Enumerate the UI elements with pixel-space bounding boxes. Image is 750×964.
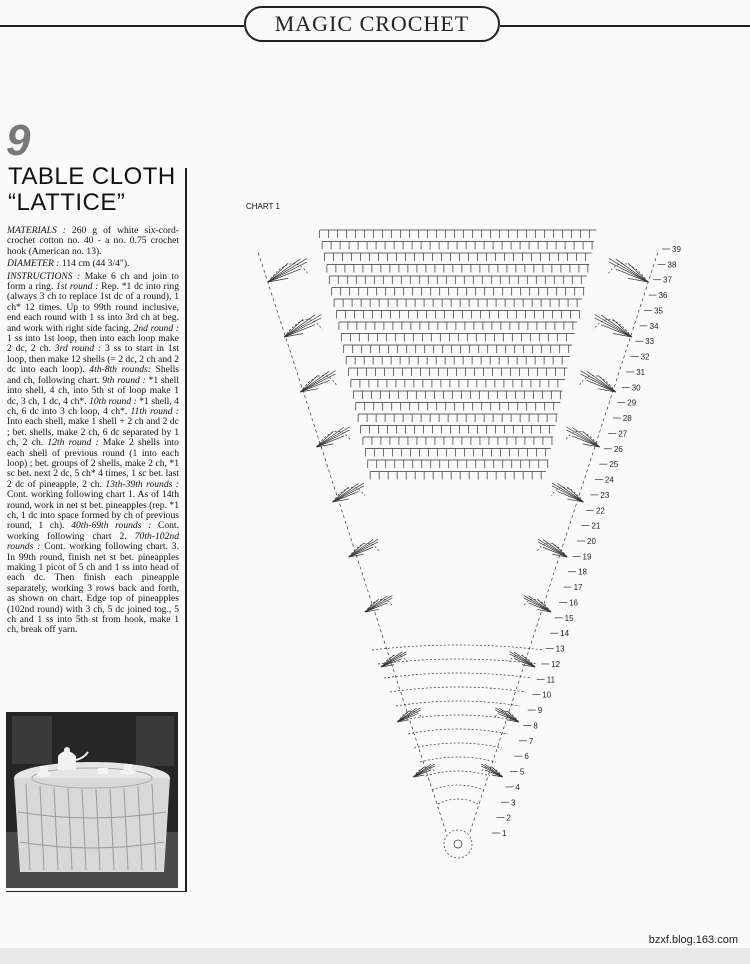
round-number-label: 20 — [587, 537, 596, 546]
chart-label: CHART 1 — [246, 202, 280, 211]
round-number-label: 19 — [582, 552, 592, 562]
round-number-label: 37 — [663, 275, 672, 285]
round-number-label: 32 — [640, 352, 650, 362]
footer-credit: bzxf.blog.163.com — [648, 934, 738, 946]
round-number-label: 31 — [636, 367, 646, 377]
round-number-label: 5 — [519, 767, 525, 777]
instructions-text — [7, 226, 179, 638]
round-number-label: 34 — [649, 321, 659, 331]
round-number-label: 8 — [533, 721, 538, 731]
header-rule-right — [500, 25, 750, 27]
round-number-label: 7 — [528, 736, 534, 746]
diameter: DIAMETER : 114 cm (44 3/4"). — [7, 258, 130, 270]
round-number-label: 28 — [622, 414, 632, 424]
crochet-chart — [238, 212, 708, 872]
magazine-header — [244, 6, 500, 42]
round-number-label: 26 — [613, 444, 623, 454]
round-number-label: 15 — [564, 613, 574, 623]
pattern-title-line1: TABLE CLOTH — [8, 163, 176, 190]
materials: MATERIALS : 260 g of white six-cord-crochet cotton no. 40 - a no. 0.75 crochet hook (American no. 13). — [7, 225, 179, 257]
round-number-label: 16 — [569, 598, 579, 608]
tablecloth-photo — [6, 712, 178, 888]
round-number-label: 39 — [672, 245, 681, 254]
pattern-number: 9 — [6, 116, 31, 165]
round-number-label: 21 — [591, 521, 601, 531]
column-divider — [185, 168, 187, 892]
instructions-body: INSTRUCTIONS : Make 6 ch and join to form a ring. 1st round : Rep. *1 dc into ring (always 3 ch to replace 1st dc of a round), 1 ch* 12 times. Up to 99th round inclusive, end each round with 1 ss into 3rd ch at beg. and work with right side facing. 2nd round : 1 ss into 1st loop, then into each loop make 2 dc, 2 ch. 3rd round : 3 ss to start in 1st loop, then make 12 shells (= 2 dc, 2 ch and 2 dc into each loop). 4th-8th rounds: Shells and ch, following chart. 9th round : *1 shell into shell, 4 ch, into 5th st of loop make 1 dc, 3 ch, 1 dc, 4 ch*. 10th round : *1 shell, 4 ch, 6 dc into 3 ch loop, 4 ch*. 11th round : Into each shell, make 1 shell + 2 ch and 2 dc ; bet. shells, make 2 ch, 6 dc separated by 1 ch, 2 ch. 12th round : Make 2 shells into each shell of previous round (1 into each loop) ; bet. groups of 2 shells, make 2 ch, *1 sc bet. next 2 dc, 5 ch* 4 times, 1 sc bet. last 2 dc of pineapple, 2 ch. 13th-39th rounds : Cont. working following chart 1. As of 14th round, work in net st bet. pineapples (rep. *1 ch, 1 dc into space formed by ch of previous round, 1 ch). 40th-69th rounds : Cont. working following chart 2. 70th-102nd rounds : Cont. working following chart. 3. In 99th round, finish net st bet. pineapples making 1 picot of 5 ch and 1 ss into head of each dc. Then finish each pineapple separately, working 3 rows back and forth, as shown on chart. Edge top of pineapples (102nd round) with 3 ch, 5 dc joined tog., 5 ch and 1 ss into 5th st from hook, make 1 ch, break off yarn. — [7, 270, 179, 636]
round-number-label: 23 — [600, 490, 610, 500]
round-number-label: 11 — [546, 675, 556, 685]
pattern-title-line2: “LATTICE” — [8, 189, 126, 216]
round-number-label: 17 — [573, 583, 583, 593]
round-number-label: 24 — [604, 475, 614, 485]
round-number-label: 36 — [658, 291, 668, 301]
round-number-label: 3 — [510, 798, 516, 808]
round-number-label: 4 — [515, 782, 520, 792]
pattern-title — [8, 164, 176, 216]
photo-rule — [6, 891, 187, 892]
round-number-label: 2 — [506, 813, 511, 823]
round-number-label: 27 — [618, 429, 628, 439]
round-number-label: 29 — [627, 398, 637, 408]
round-number-label: 12 — [551, 659, 561, 669]
round-number-label: 30 — [631, 383, 641, 393]
round-number-label: 33 — [645, 337, 655, 347]
round-number-label: 38 — [667, 260, 677, 270]
round-number-label: 35 — [654, 306, 664, 316]
round-number-label: 14 — [560, 629, 570, 639]
round-number-label: 22 — [595, 506, 605, 516]
header-rule-left — [0, 25, 244, 27]
round-number-label: 9 — [537, 706, 543, 716]
magazine-title: MAGIC CROCHET — [274, 11, 470, 36]
round-number-label: 10 — [542, 690, 552, 700]
round-number-label: 18 — [578, 567, 587, 577]
round-number-label: 25 — [609, 460, 619, 470]
round-number-label: 13 — [555, 644, 565, 654]
round-number-label: 6 — [524, 752, 529, 762]
round-number-label: 1 — [502, 829, 507, 838]
